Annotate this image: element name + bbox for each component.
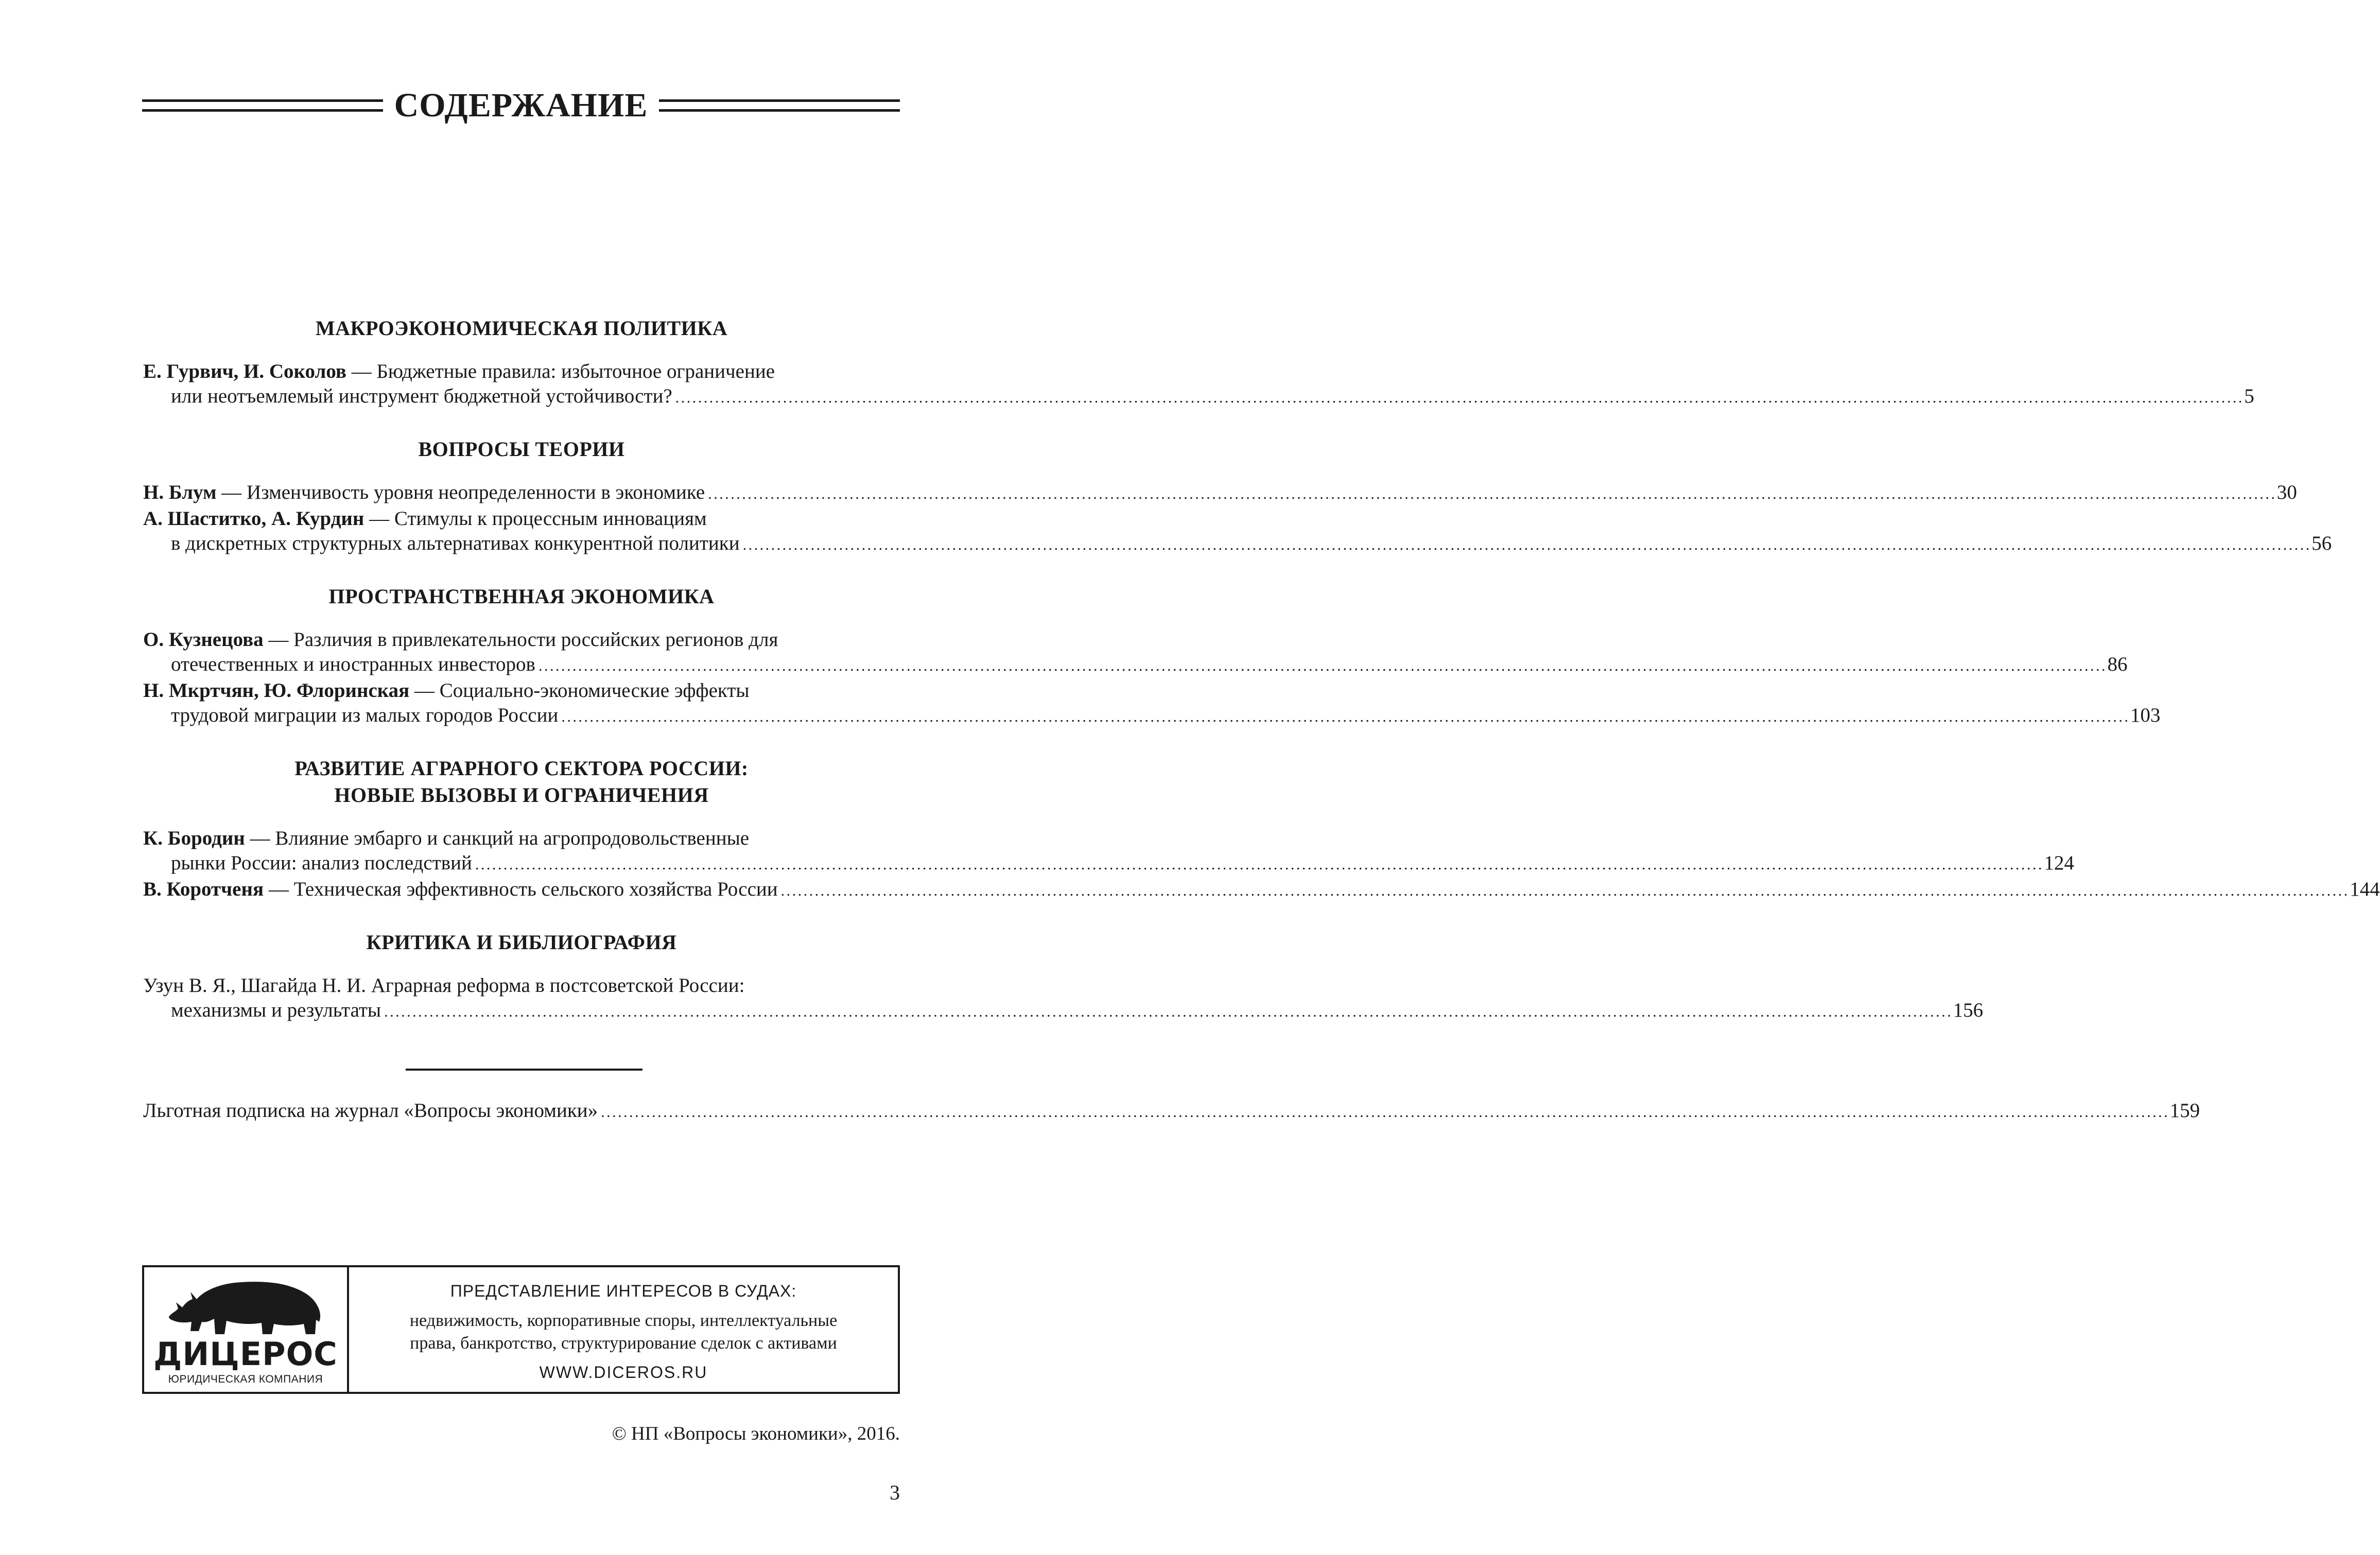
entry-authors: В. Коротченя bbox=[143, 878, 264, 900]
entry-title-continued: механизмы и результаты bbox=[171, 999, 381, 1021]
toc-entry[interactable] bbox=[143, 877, 2380, 903]
entry-line bbox=[143, 506, 900, 531]
entry-authors: Н. Мкртчян, Ю. Флоринская bbox=[143, 679, 410, 702]
entry-first-line bbox=[143, 878, 778, 900]
entry-dash: — bbox=[364, 508, 394, 530]
entry-dash: — bbox=[346, 360, 377, 382]
entry-title-continued: в дискретных структурных альтернативах конкурентной политики bbox=[171, 532, 740, 554]
section-heading-line: МАКРОЭКОНОМИЧЕСКАЯ ПОЛИТИКА bbox=[315, 317, 728, 340]
entry-title: Изменчивость уровня неопределенности в экономике bbox=[247, 481, 705, 503]
entry-line bbox=[143, 678, 900, 703]
subscription-text: Льготная подписка на журнал «Вопросы экономики» bbox=[143, 1099, 598, 1122]
dot-leader bbox=[475, 852, 2041, 874]
entry-authors: К. Бородин bbox=[143, 827, 245, 849]
entry-authors: О. Кузнецова bbox=[143, 628, 264, 651]
advertisement[interactable] bbox=[142, 1265, 900, 1394]
entry-title-continued: отечественных и иностранных инвесторов bbox=[171, 653, 535, 675]
entry-dash: — bbox=[245, 827, 275, 849]
entry-line bbox=[143, 998, 1984, 1024]
entry-authors: Н. Блум bbox=[143, 481, 217, 503]
entry-authors: Е. Гурвич, И. Соколов bbox=[143, 360, 346, 382]
entry-dash: — bbox=[216, 481, 247, 503]
ad-heading: ПРЕДСТАВЛЕНИЕ ИНТЕРЕСОВ В СУДАХ: bbox=[450, 1282, 797, 1300]
entry-title: Узун В. Я., Шагайда Н. И. Аграрная реформа в постсоветской России: bbox=[143, 974, 745, 997]
section-heading bbox=[143, 929, 900, 956]
entry-page-number: 86 bbox=[2107, 653, 2128, 675]
entry-title-continued: трудовой миграции из малых городов России bbox=[171, 704, 559, 726]
section-heading bbox=[143, 315, 900, 342]
entry-first-line bbox=[143, 508, 707, 530]
entry-title: Техническая эффективность сельского хозяйства России bbox=[293, 878, 778, 900]
dot-leader bbox=[781, 878, 2347, 900]
brand-name: ДИЦЕРОС bbox=[153, 1335, 338, 1373]
subscription-entry[interactable] bbox=[143, 1098, 2200, 1125]
entry-title: Бюджетные правила: избыточное ограничение bbox=[376, 360, 775, 382]
ad-url-link[interactable]: WWW.DICEROS.RU bbox=[539, 1363, 708, 1382]
section-heading bbox=[143, 436, 900, 463]
page-number: 3 bbox=[890, 1481, 900, 1504]
entry-line bbox=[143, 627, 900, 652]
brand-subtitle: ЮРИДИЧЕСКАЯ КОМПАНИЯ bbox=[168, 1373, 323, 1385]
entry-title: Влияние эмбарго и санкций на агропродовольственные bbox=[275, 827, 750, 849]
entry-title: Различия в привлекательности российских регионов для bbox=[293, 628, 778, 651]
entry-first-line bbox=[143, 974, 744, 997]
entry-first-line bbox=[143, 827, 749, 849]
header-rule-left bbox=[142, 99, 383, 112]
entry-line bbox=[143, 877, 2380, 903]
section-heading-line: РАЗВИТИЕ АГРАРНОГО СЕКТОРА РОССИИ: bbox=[294, 757, 749, 780]
dot-leader bbox=[743, 532, 2309, 554]
entry-line bbox=[143, 359, 900, 384]
entry-title-continued: рынки России: анализ последствий bbox=[171, 852, 472, 874]
section-heading-line: НОВЫЕ ВЫЗОВЫ И ОГРАНИЧЕНИЯ bbox=[334, 783, 709, 807]
dot-leader bbox=[708, 481, 2274, 503]
toc-entry[interactable] bbox=[143, 973, 1984, 1024]
entry-title-continued: или неотъемлемый инструмент бюджетной устойчивости? bbox=[171, 385, 672, 407]
dot-leader bbox=[384, 999, 1950, 1021]
entry-page-number: 5 bbox=[2244, 385, 2254, 407]
entry-line bbox=[143, 826, 900, 851]
toc-entry[interactable] bbox=[143, 480, 2297, 506]
ad-line: права, банкротство, структурирование сделок с активами bbox=[410, 1334, 837, 1353]
entry-page-number: 30 bbox=[2277, 481, 2297, 503]
dot-leader bbox=[601, 1098, 2167, 1125]
copyright: © НП «Вопросы экономики», 2016. bbox=[612, 1423, 900, 1444]
entry-page-number: 144 bbox=[2350, 878, 2380, 900]
rhinoceros-icon bbox=[167, 1277, 326, 1338]
section-heading bbox=[143, 583, 900, 610]
brand-logo bbox=[144, 1267, 349, 1392]
entry-title: Социально-экономические эффекты bbox=[439, 679, 750, 702]
section-heading-line: ПРОСТРАНСТВЕННАЯ ЭКОНОМИКА bbox=[328, 585, 715, 608]
toc-entry[interactable] bbox=[143, 506, 2332, 557]
header-rule-right bbox=[659, 99, 900, 112]
entry-dash: — bbox=[409, 679, 440, 702]
toc-entry[interactable] bbox=[143, 359, 2254, 410]
table-of-contents bbox=[143, 315, 2380, 1024]
subscription-page: 159 bbox=[2169, 1099, 2200, 1122]
section-heading-line: КРИТИКА И БИБЛИОГРАФИЯ bbox=[366, 931, 677, 954]
entry-line bbox=[143, 703, 2161, 729]
toc-entry[interactable] bbox=[143, 627, 2128, 678]
entry-first-line bbox=[143, 360, 775, 382]
entry-line bbox=[143, 973, 900, 998]
entry-dash: — bbox=[264, 878, 294, 900]
entry-first-line bbox=[143, 481, 705, 503]
entry-page-number: 156 bbox=[1953, 999, 1984, 1021]
entry-line bbox=[143, 480, 2297, 506]
section-heading-line: ВОПРОСЫ ТЕОРИИ bbox=[418, 438, 625, 461]
section-heading bbox=[143, 755, 900, 809]
ad-text bbox=[349, 1267, 898, 1392]
entry-line bbox=[143, 531, 2332, 557]
separator-rule bbox=[406, 1069, 642, 1071]
entry-dash: — bbox=[263, 628, 294, 651]
entry-first-line bbox=[143, 628, 778, 651]
page-header bbox=[142, 82, 900, 129]
entry-authors: А. Шаститко, А. Курдин bbox=[143, 508, 364, 530]
ad-line: недвижимость, корпоративные споры, интеллектуальные bbox=[409, 1311, 838, 1330]
toc-entry[interactable] bbox=[143, 826, 2074, 877]
dot-leader bbox=[675, 385, 2242, 407]
entry-page-number: 103 bbox=[2130, 704, 2161, 726]
toc-entry[interactable] bbox=[143, 678, 2161, 729]
entry-page-number: 124 bbox=[2044, 852, 2074, 874]
entry-line bbox=[143, 851, 2074, 877]
page-title: СОДЕРЖАНИЕ bbox=[394, 86, 648, 124]
entry-page-number: 56 bbox=[2312, 532, 2332, 554]
dot-leader bbox=[561, 704, 2127, 726]
dot-leader bbox=[538, 653, 2105, 675]
entry-title: Стимулы к процессным инновациям bbox=[394, 508, 707, 530]
entry-first-line bbox=[143, 679, 750, 702]
entry-line bbox=[143, 384, 2254, 410]
entry-line bbox=[143, 652, 2128, 678]
